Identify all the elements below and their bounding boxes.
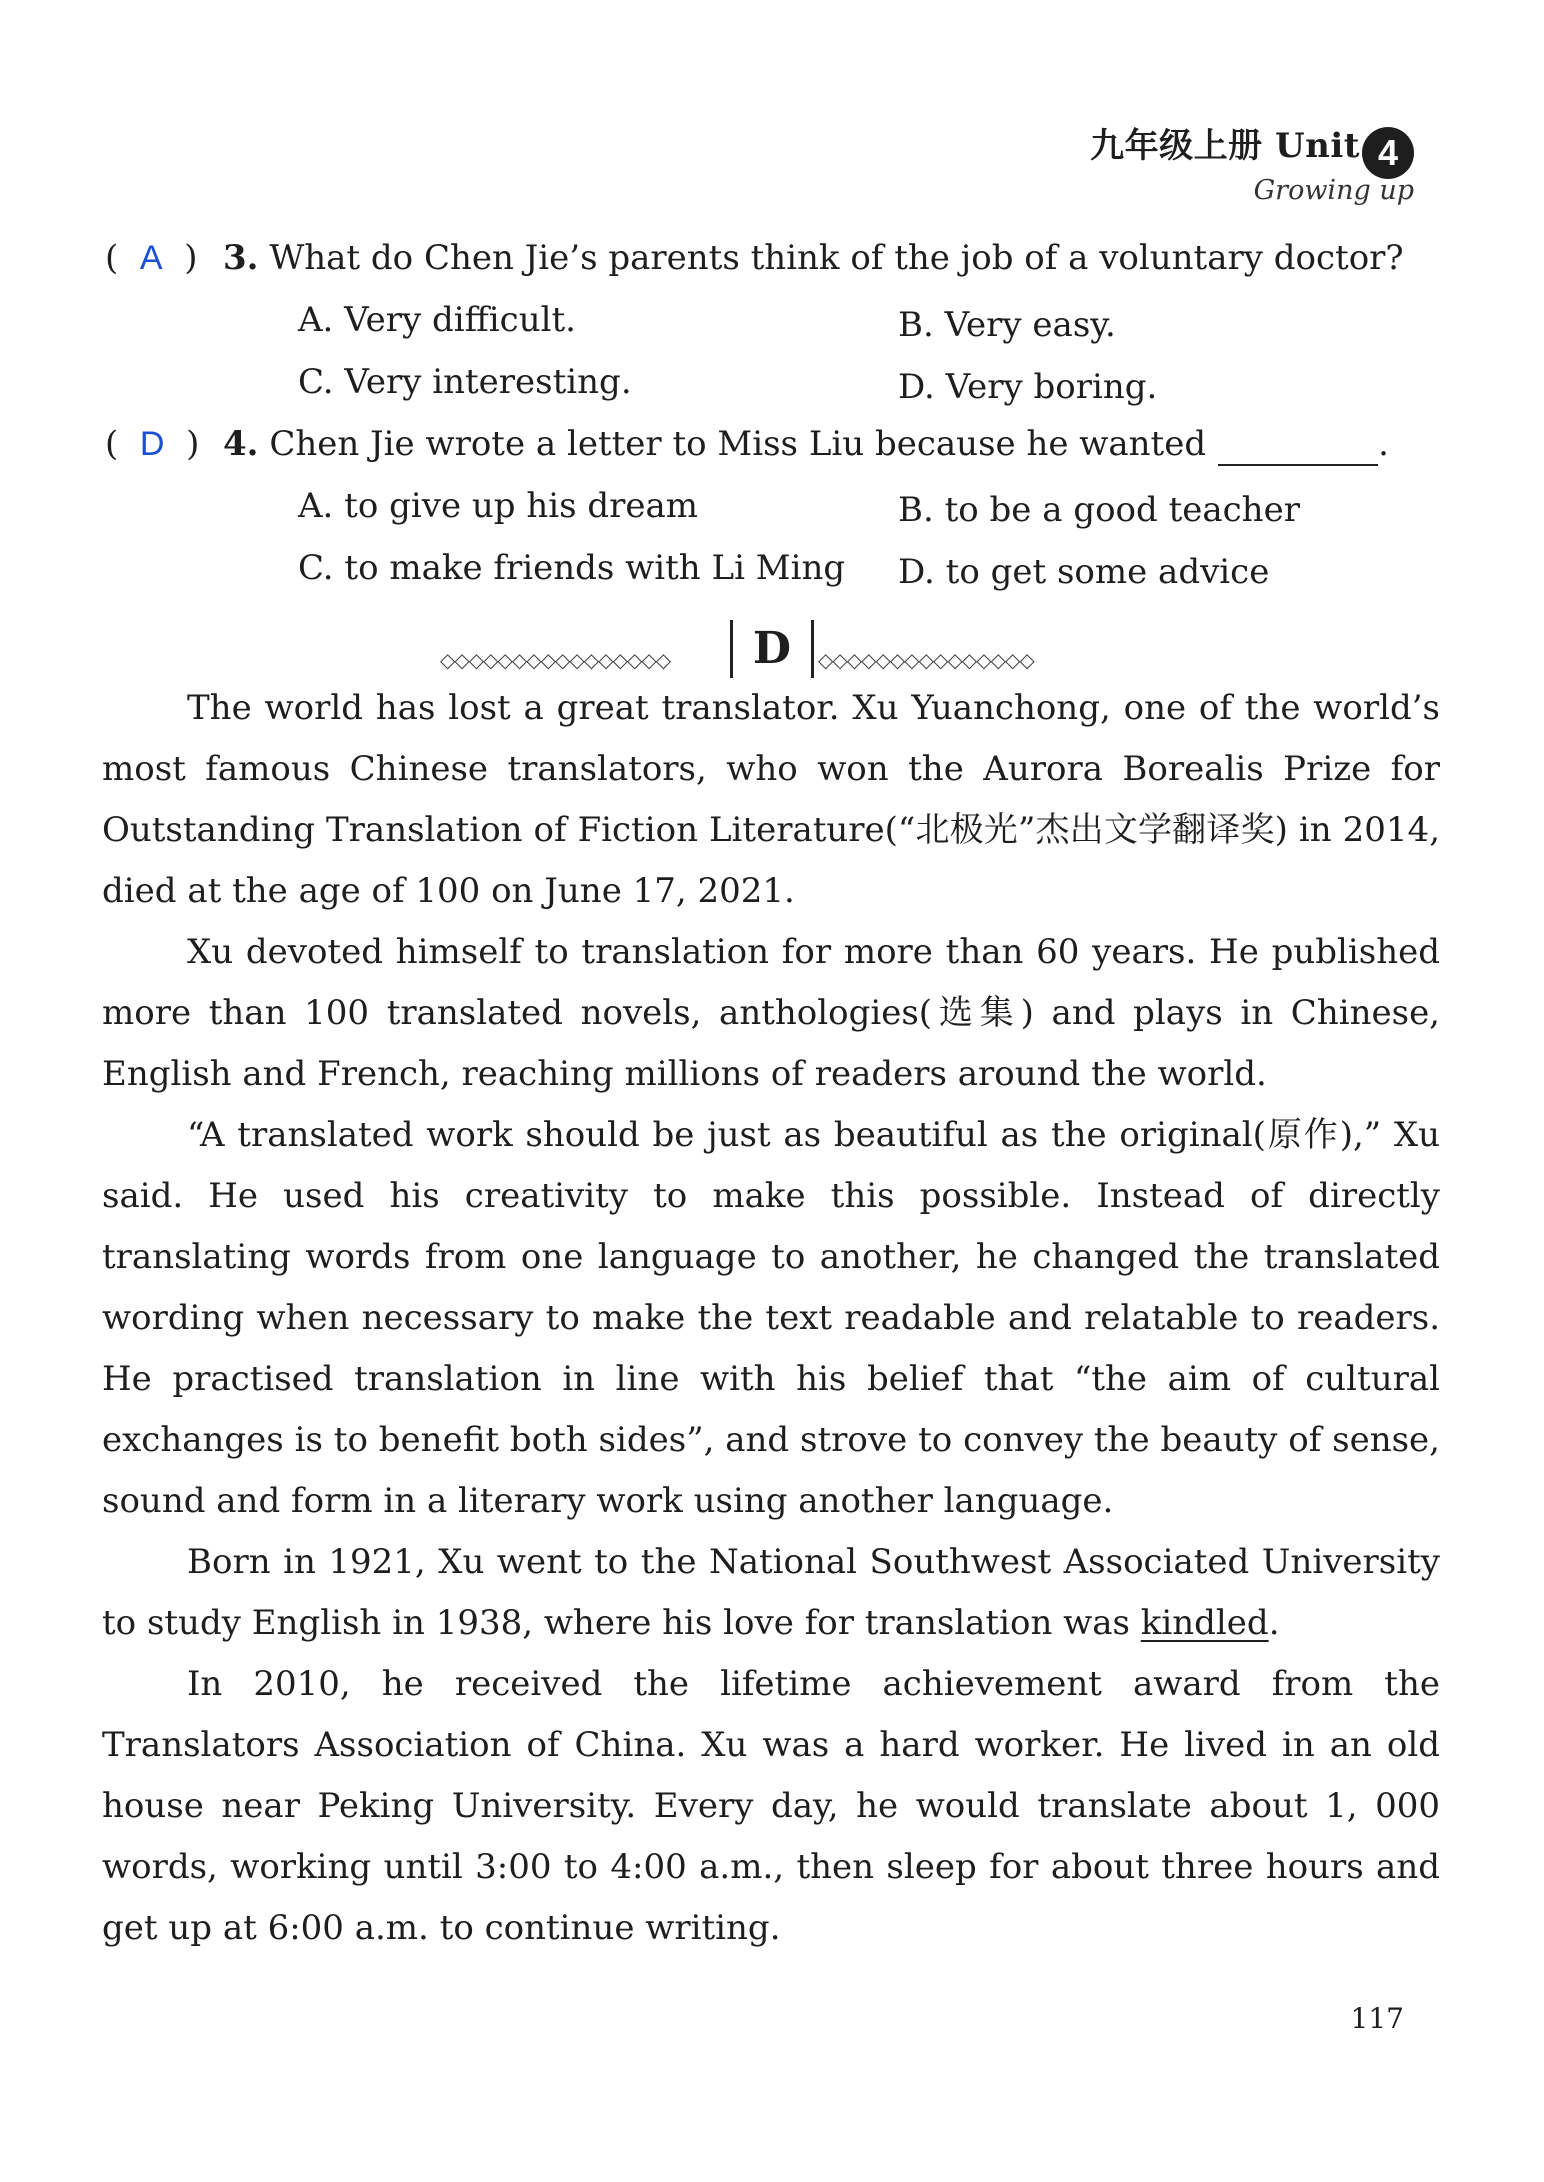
option-c: C. to make friends with Li Ming <box>298 548 846 588</box>
option-a: A. to give up his dream <box>298 486 699 526</box>
question-number: 3. <box>223 238 259 278</box>
option-d: D. Very boring. <box>898 367 1158 407</box>
decor-left: ◇◇◇◇◇◇◇◇◇◇◇◇◇◇◇◇ <box>440 648 671 672</box>
answer-mark: D <box>139 425 165 463</box>
section-header <box>440 620 1100 684</box>
unit-number-badge: 4 <box>1362 127 1414 179</box>
paragraph-5: In 2010, he received the lifetime achievement award from the Translators Association of China. Xu was a hard worker. He lived in an old house near Peking University. Every day, he would translate about 1, 000 words, working until 3:00 to 4:00 a.m., then sleep for about three hours and get up at 6:00 a.m. to continue writing. <box>102 1664 1440 1948</box>
unit-title <box>1090 118 1414 179</box>
question-4: ( D ) 4. Chen Jie wrote a letter to Miss Liu because he wanted . <box>105 424 1389 464</box>
option-a: A. Very difficult. <box>298 300 576 340</box>
decor-right: ◇◇◇◇◇◇◇◇◇◇◇◇◇◇◇ <box>818 648 1034 672</box>
paragraph-4 <box>102 1532 1440 1654</box>
paragraph-4-text: Born in 1921, Xu went to the National Southwest Associated University to study English in 1938, where his love for translation was <box>102 1542 1440 1643</box>
option-b: B. Very easy. <box>898 305 1116 345</box>
page-header <box>1090 118 1414 206</box>
paragraph-2: Xu devoted himself to translation for more than 60 years. He published more than 100 translated novels, anthologies(选集) and plays in Chinese, English and French, reaching millions of readers around the world. <box>102 932 1440 1094</box>
unit-subtitle: Growing up <box>1253 174 1414 206</box>
page-number: 117 <box>1350 2002 1404 2035</box>
paragraph-4-end: . <box>1268 1603 1280 1643</box>
option-b: B. to be a good teacher <box>898 490 1300 530</box>
question-text: What do Chen Jie’s parents think of the job of a voluntary doctor? <box>269 238 1404 278</box>
question-3: ( A ) 3. What do Chen Jie’s parents think of the job of a voluntary doctor? <box>105 238 1404 278</box>
question-end: . <box>1378 424 1389 464</box>
paragraph-1: The world has lost a great translator. Xu Yuanchong, one of the world’s most famous Chinese translators, who won the Aurora Borealis Prize for Outstanding Translation of Fiction Literature(“北极光”杰出文学翻译奖) in 2014, died at the age of 100 on June 17, 2021. <box>102 688 1440 911</box>
grade-unit-label: 九年级上册 Unit <box>1090 126 1360 166</box>
paragraph-3: “A translated work should be just as beautiful as the original(原作),” Xu said. He used his creativity to make this possible. Instead of directly translating words from one language to another, he changed the translated wording when necessary to make the text readable and relatable to readers. He practised translation in line with his belief that “the aim of cultural exchanges is to benefit both sides”, and strove to convey the beauty of sense, sound and form in a literary work using another language. <box>102 1115 1440 1521</box>
option-c: C. Very interesting. <box>298 362 632 402</box>
option-d: D. to get some advice <box>898 552 1270 592</box>
answer-blank <box>1218 424 1378 466</box>
reading-passage <box>102 678 1440 1959</box>
section-letter: D <box>730 620 814 678</box>
question-text: Chen Jie wrote a letter to Miss Liu because he wanted <box>269 424 1207 464</box>
question-number: 4. <box>223 424 259 464</box>
underlined-word: kindled <box>1140 1603 1269 1643</box>
answer-mark: A <box>139 239 163 277</box>
